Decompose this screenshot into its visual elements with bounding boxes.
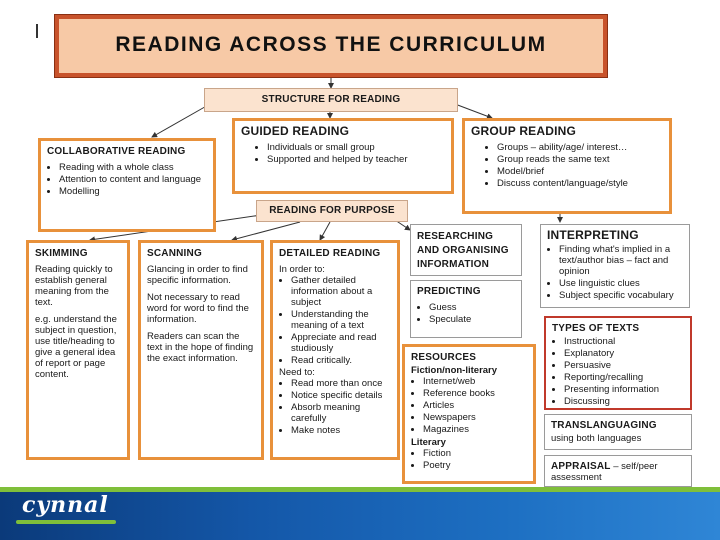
detailed-list-2 — [279, 378, 391, 436]
translanguaging-heading: TRANSLANGUAGING — [551, 420, 657, 431]
list-item: • Attention to content and language — [59, 174, 207, 185]
resources-sub-literary: Literary — [411, 437, 446, 448]
page-title: READING ACROSS THE CURRICULUM — [115, 33, 547, 56]
list-item: • Appreciate and read studiously — [291, 332, 391, 354]
list-item: • Poetry — [423, 460, 527, 471]
detailed-list — [279, 275, 391, 366]
list-item: • Make notes — [291, 425, 391, 436]
interpreting-box — [540, 224, 690, 308]
appraisal-heading: APPRAISAL — [551, 461, 611, 472]
list-item: • Reference books — [423, 388, 527, 399]
researching-box — [410, 224, 522, 276]
interpreting-heading: INTERPRETING — [547, 228, 639, 242]
structure-box — [204, 88, 458, 112]
list-item: • Subject specific vocabulary — [559, 290, 683, 301]
list-item: • Persuasive — [564, 360, 684, 371]
list-item: • Explanatory — [564, 348, 684, 359]
arrow-structure-collab — [152, 104, 210, 137]
group-box — [462, 118, 672, 214]
group-list — [471, 142, 663, 189]
skimming-para: Reading quickly to establish general meaning from the text. — [35, 264, 113, 308]
scanning-para: Readers can scan the text in the hope of finding the exact information. — [147, 331, 254, 364]
appraisal-box — [544, 455, 692, 487]
predicting-heading: PREDICTING — [417, 286, 481, 297]
list-item: • Speculate — [429, 314, 515, 325]
title-box — [55, 15, 607, 77]
list-item: • Understanding the meaning of a text — [291, 309, 391, 331]
arrow-structure-group — [455, 104, 492, 118]
list-item: • Individuals or small group — [267, 142, 445, 153]
resources-sub-nonliterary: Fiction/non-literary — [411, 365, 498, 376]
predicting-box — [410, 280, 522, 338]
detailed-box — [270, 240, 400, 460]
list-item: • Instructional — [564, 336, 684, 347]
detailed-need: Need to: — [279, 367, 315, 378]
guided-list — [241, 142, 445, 165]
purpose-box — [256, 200, 408, 222]
guided-heading: GUIDED READING — [241, 124, 350, 138]
list-item: • Fiction — [423, 448, 527, 459]
scanning-box — [138, 240, 264, 460]
list-item: • Articles — [423, 400, 527, 411]
list-item: • Finding what's implied in a text/author bias – fact and opinion — [559, 244, 683, 277]
group-heading: GROUP READING — [471, 124, 577, 138]
researching-heading: RESEARCHING AND ORGANISING INFORMATION — [417, 231, 509, 270]
predicting-list — [417, 302, 515, 325]
translanguaging-text: using both languages — [551, 433, 642, 444]
list-item: • Model/brief — [497, 166, 663, 177]
list-item: • Newspapers — [423, 412, 527, 423]
scanning-heading: SCANNING — [147, 248, 202, 259]
interpreting-list — [547, 244, 683, 301]
collaborative-box — [38, 138, 216, 232]
logo-underline — [16, 520, 116, 524]
detailed-heading: DETAILED READING — [279, 248, 381, 259]
list-item: • Discuss content/language/style — [497, 178, 663, 189]
arrow-purpose-scanning — [232, 222, 300, 240]
list-item: • Reading with a whole class — [59, 162, 207, 173]
purpose-label: READING FOR PURPOSE — [269, 205, 395, 216]
list-item: • Modelling — [59, 186, 207, 197]
structure-label: STRUCTURE FOR READING — [261, 94, 401, 105]
skimming-box — [26, 240, 130, 460]
list-item: • Reporting/recalling — [564, 372, 684, 383]
resources-heading: RESOURCES — [411, 352, 477, 363]
list-item: • Use linguistic clues — [559, 278, 683, 289]
list-item: • Group reads the same text — [497, 154, 663, 165]
list-item: • Presenting information — [564, 384, 684, 395]
resources-box — [402, 344, 536, 484]
list-item: • Magazines — [423, 424, 527, 435]
skimming-heading: SKIMMING — [35, 248, 88, 259]
list-item: • Read more than once — [291, 378, 391, 389]
scanning-para: Glancing in order to find specific information. — [147, 264, 248, 286]
list-item: • Supported and helped by teacher — [267, 154, 445, 165]
list-item: • Guess — [429, 302, 515, 313]
cynnal-logo: cynnal — [22, 492, 109, 518]
edge-mark — [36, 24, 38, 38]
collaborative-list — [47, 162, 207, 197]
list-item: • Notice specific details — [291, 390, 391, 401]
skimming-para: e.g. understand the subject in question, use title/heading to give a general idea of report or page content. — [35, 314, 117, 380]
arrow-purpose-detailed — [320, 222, 330, 240]
types-list — [552, 336, 684, 407]
translanguaging-box — [544, 414, 692, 450]
resources-list-1 — [411, 376, 527, 435]
appraisal-text: – self/peer assessment — [551, 461, 658, 483]
scanning-para: Not necessary to read word for word to find the information. — [147, 292, 249, 325]
list-item: • Absorb meaning carefully — [291, 402, 391, 424]
list-item: • Groups – ability/age/ interest… — [497, 142, 663, 153]
list-item: • Internet/web — [423, 376, 527, 387]
list-item: • Discussing — [564, 396, 684, 407]
collaborative-heading: COLLABORATIVE READING — [47, 146, 186, 157]
detailed-intro: In order to: — [279, 264, 325, 275]
list-item: • Gather detailed information about a subject — [291, 275, 391, 308]
guided-box — [232, 118, 454, 194]
resources-list-2 — [411, 448, 527, 471]
types-heading: TYPES OF TEXTS — [552, 323, 640, 334]
types-box — [544, 316, 692, 410]
list-item: • Read critically. — [291, 355, 391, 366]
